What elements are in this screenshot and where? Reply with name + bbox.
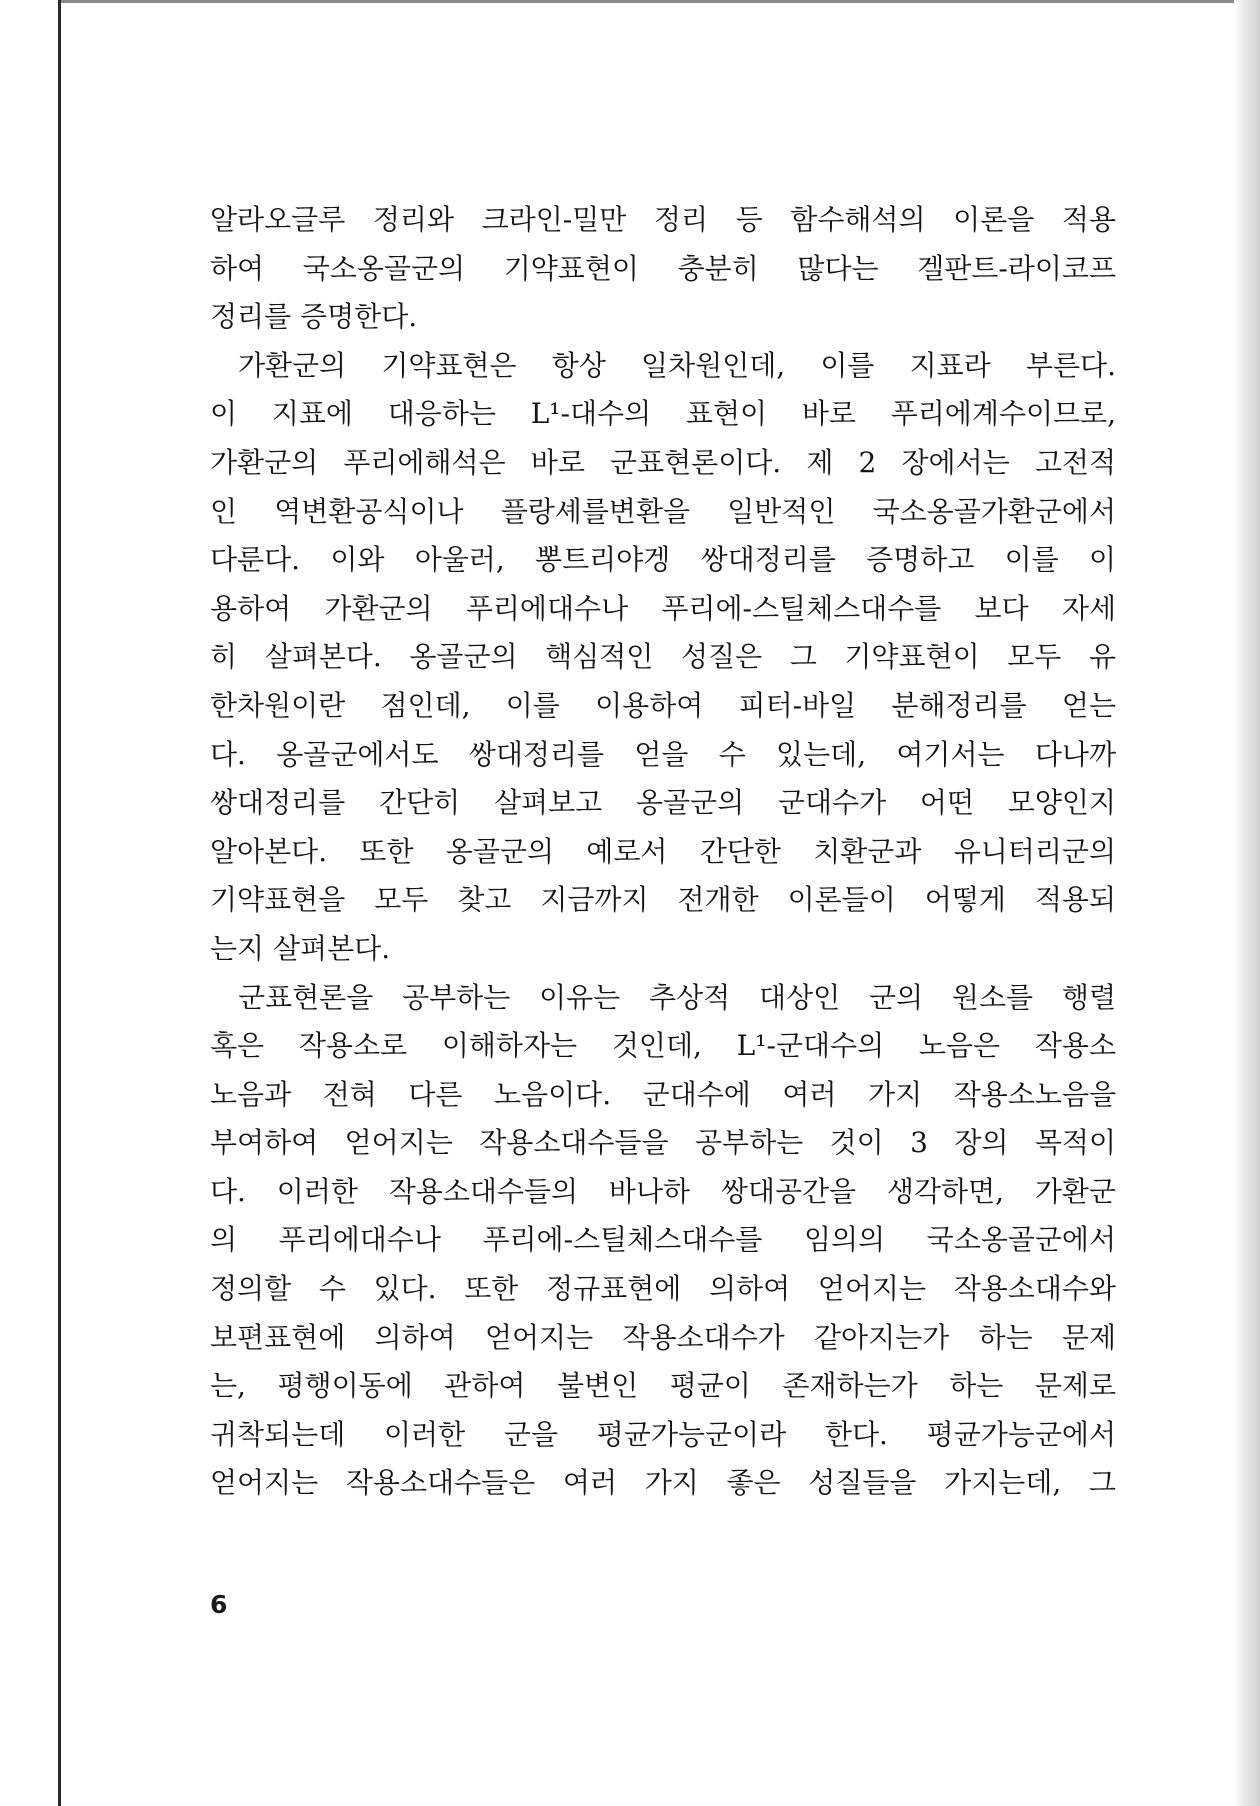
text-line: 의 푸리에대수나 푸리에-스틸체스대수를 임의의 국소옹골군에서	[210, 1223, 1116, 1257]
text-line: 는지 살펴본다.	[210, 931, 391, 965]
text-line: 귀착되는데 이러한 군을 평균가능군이라 한다. 평균가능군에서	[210, 1417, 1116, 1451]
page-left-edge	[58, 0, 61, 1806]
text-line: 쌍대정리를 간단히 살펴보고 옹골군의 군대수가 어떤 모양인지	[210, 786, 1116, 820]
body-text	[210, 196, 1116, 1508]
text-line: 정의할 수 있다. 또한 정규표현에 의하여 얻어지는 작용소대수와	[210, 1272, 1116, 1306]
text-line: 는, 평행이동에 관하여 불변인 평균이 존재하는가 하는 문제로	[210, 1369, 1116, 1403]
text-line: 히 살펴본다. 옹골군의 핵심적인 성질은 그 기약표현이 모두 유	[210, 640, 1116, 674]
text-line: 부여하여 얻어지는 작용소대수들을 공부하는 것이 3 장의 목적이	[210, 1126, 1116, 1160]
text-line: 한차원이란 점인데, 이를 이용하여 피터-바일 분해정리를 얻는	[210, 688, 1116, 722]
text-line: 보편표현에 의하여 얻어지는 작용소대수가 같아지는가 하는 문제	[210, 1320, 1116, 1354]
text-line: 알라오글루 정리와 크라인-밀만 정리 등 함수해석의 이론을 적용	[210, 203, 1116, 236]
text-line: 가환군의 푸리에해석은 바로 군표현론이다. 제 2 장에서는 고전적	[210, 445, 1116, 479]
page-number: 6	[210, 1590, 228, 1619]
page-top-edge	[58, 0, 1238, 3]
text-line: 기약표현을 모두 찾고 지금까지 전개한 이론들이 어떻게 적용되	[210, 883, 1116, 917]
spine-shadow	[1234, 0, 1260, 1806]
text-line: 하여 국소옹골군의 기약표현이 충분히 많다는 겔판트-라이코프	[210, 251, 1116, 285]
text-line: 혹은 작용소로 이해하자는 것인데, L¹-군대수의 노음은 작용소	[210, 1029, 1116, 1063]
text-line: 알아본다. 또한 옹골군의 예로서 간단한 치환군과 유니터리군의	[210, 834, 1116, 868]
text-line: 이 지표에 대응하는 L¹-대수의 표현이 바로 푸리에계수이므로,	[210, 397, 1116, 431]
text-line: 다룬다. 이와 아울러, 뽕트리야겡 쌍대정리를 증명하고 이를 이	[210, 543, 1116, 577]
text-line: 다. 이러한 작용소대수들의 바나하 쌍대공간을 생각하면, 가환군	[210, 1174, 1116, 1208]
text-line: 다. 옹골군에서도 쌍대정리를 얻을 수 있는데, 여기서는 다나까	[210, 737, 1116, 771]
text-line: 군표현론을 공부하는 이유는 추상적 대상인 군의 원소를 행렬	[238, 980, 1116, 1014]
text-line: 인 역변환공식이나 플랑셰를변환을 일반적인 국소옹골가환군에서	[210, 494, 1116, 528]
text-line: 얻어지는 작용소대수들은 여러 가지 좋은 성질들을 가지는데, 그	[210, 1466, 1116, 1500]
text-line: 정리를 증명한다.	[210, 300, 418, 334]
text-line: 노음과 전혀 다른 노음이다. 군대수에 여러 가지 작용소노음을	[210, 1077, 1116, 1111]
text-line: 가환군의 기약표현은 항상 일차원인데, 이를 지표라 부른다.	[238, 348, 1116, 382]
text-line: 용하여 가환군의 푸리에대수나 푸리에-스틸체스대수를 보다 자세	[210, 591, 1116, 625]
